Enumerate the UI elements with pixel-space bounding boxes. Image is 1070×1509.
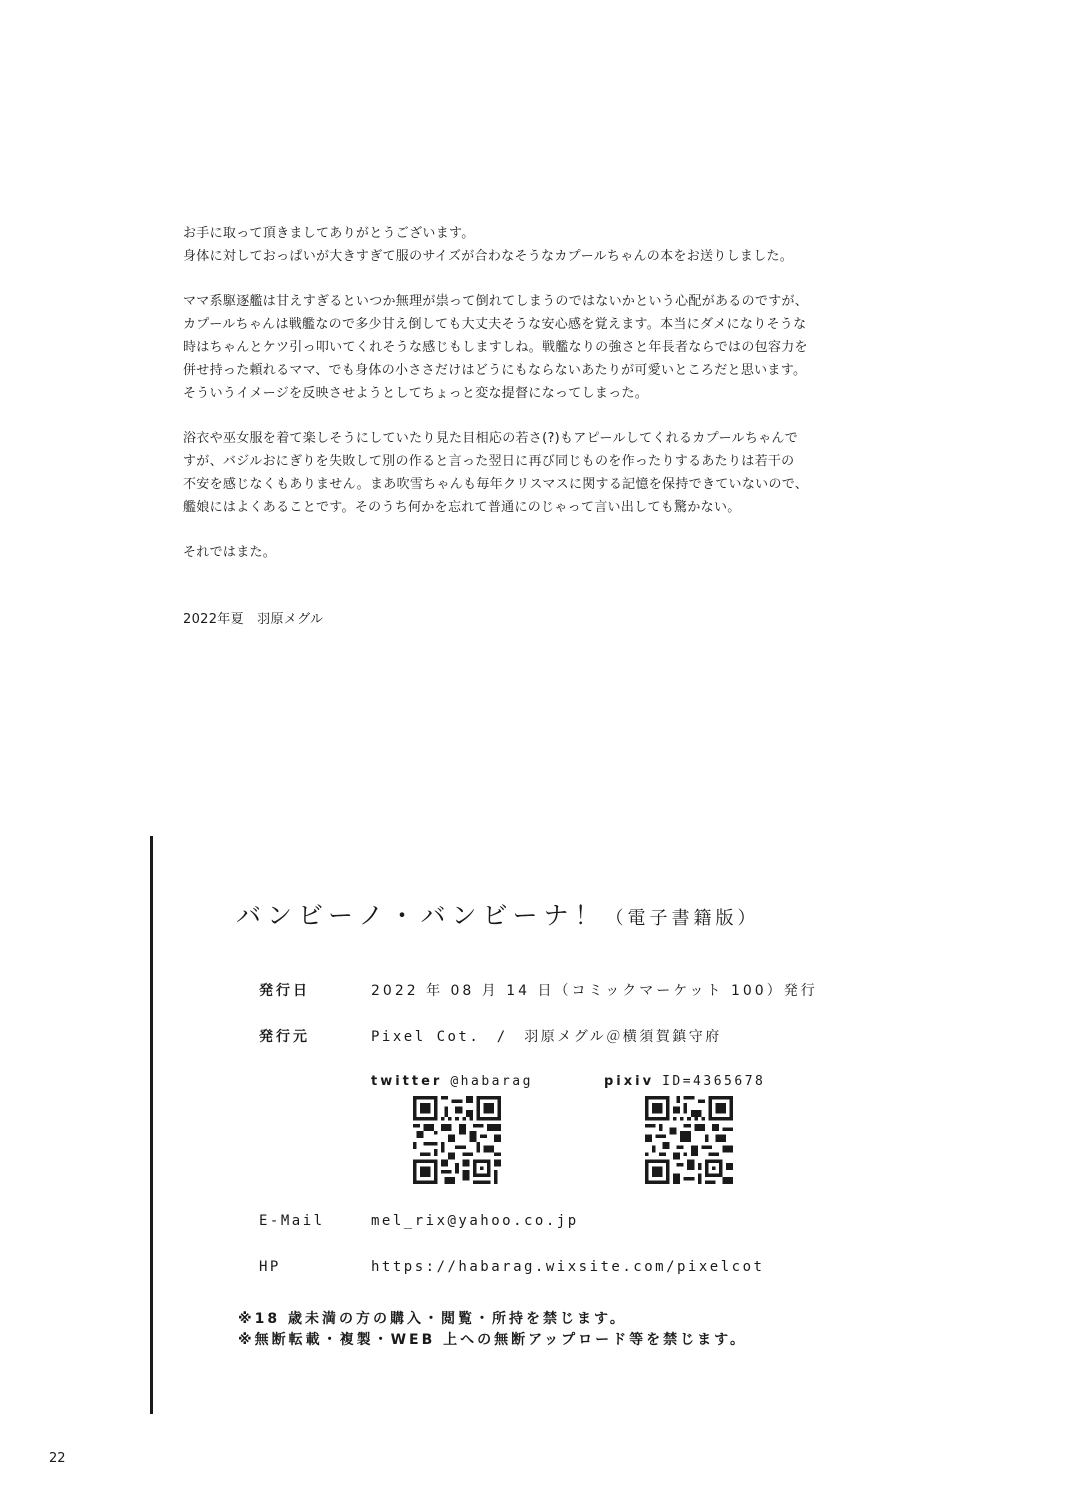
afterword-line: 併せ持った頼れるママ、でも身体の小ささだけはどうにもならないあたりが可愛いところだと思います。	[183, 363, 807, 378]
email-link[interactable]: mel_rix@yahoo.co.jp	[371, 1213, 579, 1229]
issue-date-value: 2022 年 08 月 14 日（コミックマーケット 100）発行	[371, 983, 818, 999]
pixiv-qr-code-icon[interactable]	[645, 1096, 733, 1184]
afterword-signature: 2022年夏 羽原メグル	[183, 612, 324, 627]
colophon-vertical-rule	[150, 836, 153, 1414]
copyright-note: ※無断転載・複製・WEB 上への無断アップロード等を禁じます。	[238, 1332, 748, 1348]
homepage-label: HP	[259, 1259, 281, 1275]
email-label: E-Mail	[259, 1213, 325, 1229]
publisher-value: Pixel Cot. / 羽原メグル＠横須賀鎮守府	[371, 1029, 722, 1045]
afterword-line: お手に取って頂きましてありがとうございます。	[183, 226, 475, 241]
afterword-line: 浴衣や巫女服を着て楽しそうにしていたり見た目相応の若さ(?)もアピールしてくれるカプールちゃんで	[183, 431, 799, 446]
twitter-handle[interactable]: @habarag	[450, 1074, 533, 1089]
afterword-line: すが、バジルおにぎりを失敗して別の作ると言った翌日に再び同じものを作ったりするあたりは若干の	[183, 454, 795, 469]
afterword-line: 不安を感じなくもありません。まあ吹雪ちゃんも毎年クリスマスに関する記憶を保持できていないので、	[183, 477, 809, 492]
book-edition: （電子書籍版）	[605, 908, 760, 929]
afterword-line: ママ系駆逐艦は甘えすぎるといつか無理が祟って倒れてしまうのではないかという心配があるのですが、	[183, 294, 809, 309]
book-title-text: バンビーノ・バンビーナ！	[236, 901, 606, 930]
legal-notes	[238, 1309, 747, 1351]
afterword-line: 時はちゃんとケツ引っ叩いてくれそうな感じもしますしね。戦艦なりの強さと年長者ならではの包容力を	[183, 340, 808, 355]
pixiv-label: pixiv	[604, 1074, 655, 1089]
homepage-link[interactable]: https://habarag.wixsite.com/pixelcot	[371, 1259, 765, 1275]
afterword-line: そういうイメージを反映させようとしてちょっと変な提督になってしまった。	[183, 386, 649, 401]
afterword-paragraph-1	[183, 222, 923, 268]
afterword-line: 身体に対しておっぱいが大きすぎて服のサイズが合わなそうなカプールちゃんの本をお送りしました。	[183, 249, 794, 264]
afterword-paragraph-3	[183, 427, 923, 519]
afterword-line: カプールちゃんは戦艦なので多少甘え倒しても大丈夫そうな安心感を覚えます。本当にダメになりそうな	[183, 317, 807, 332]
book-title	[236, 899, 760, 936]
publisher-label: 発行元	[259, 1029, 310, 1045]
afterword-line: 艦娘にはよくあることです。そのうち何かを忘れて普通にのじゃって言い出しても驚かない。	[183, 500, 741, 515]
twitter-label: twitter	[371, 1074, 443, 1089]
afterword-paragraph-2	[183, 290, 923, 405]
issue-date-label: 発行日	[259, 983, 310, 999]
afterword	[183, 222, 923, 586]
age-restriction-note: ※18 歳未満の方の購入・閲覧・所持を禁じます。	[238, 1311, 627, 1327]
twitter-contact	[371, 1073, 533, 1091]
page-number: 22	[49, 1451, 66, 1466]
pixiv-contact	[604, 1073, 765, 1091]
twitter-qr-code-icon[interactable]	[413, 1096, 501, 1184]
pixiv-id[interactable]: ID=4365678	[662, 1074, 766, 1089]
afterword-paragraph-4	[183, 541, 923, 564]
afterword-line: それではまた。	[183, 545, 277, 560]
